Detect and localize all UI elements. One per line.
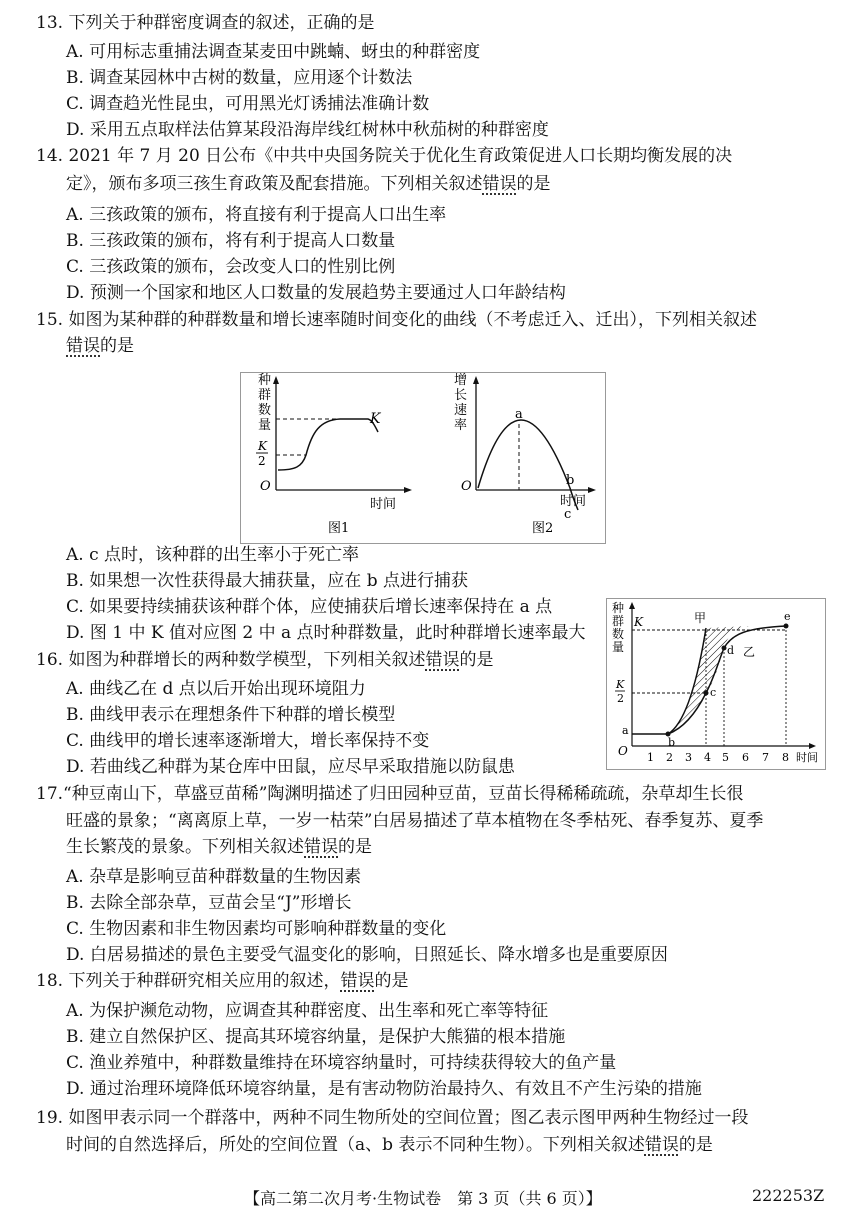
fig3-jia-label: 甲 <box>694 611 707 625</box>
q17-option-d: D. 白居易描述的景色主要受气温变化的影响，日照延长、降水增多也是重要原因 <box>66 945 668 965</box>
fig2-ylabel-2: 长 <box>454 388 468 403</box>
fig3-k-label: K <box>634 615 643 629</box>
fig3-xtick-7: 7 <box>762 751 769 764</box>
q16-option-d: D. 若曲线乙种群为某仓库中田鼠，应尽早采取措施以防鼠患 <box>66 757 515 777</box>
fig3-point-c: c <box>710 686 717 699</box>
q18-option-b: B. 建立自然保护区、提高其环境容纳量，是保护大熊猫的根本措施 <box>66 1027 566 1047</box>
fig3-xtick-6: 6 <box>742 751 749 764</box>
fig1-ylabel-3: 数 <box>258 403 272 418</box>
q14-option-d: D. 预测一个国家和地区人口数量的发展趋势主要通过人口年龄结构 <box>66 283 566 303</box>
fig1-ylabel-2: 群 <box>258 388 272 403</box>
fig3-xtick-8: 8 <box>782 751 789 764</box>
q14-option-a: A. 三孩政策的颁布，将直接有利于提高人口出生率 <box>66 205 447 225</box>
page-footer: 【高二第二次月考·生物试卷 第 3 页（共 6 页）】 <box>244 1189 602 1208</box>
fig3-khalf-num: K <box>616 678 625 691</box>
q18-stem: 18. 下列关于种群研究相关应用的叙述，错误的是 <box>36 971 409 991</box>
fig2-origin: O <box>461 479 472 494</box>
q13-option-b: B. 调查某园林中古树的数量，应用逐个计数法 <box>66 68 413 88</box>
q17-option-a: A. 杂草是影响豆苗种群数量的生物因素 <box>66 867 362 887</box>
q14-option-b: B. 三孩政策的颁布，将有利于提高人口数量 <box>66 231 396 251</box>
fig3-xtick-1: 1 <box>647 751 654 764</box>
fig1-x-arrow <box>404 487 412 493</box>
fig2-ylabel-3: 速 <box>454 403 468 418</box>
q17-option-c: C. 生物因素和非生物因素均可影响种群数量的变化 <box>66 919 447 939</box>
q14-stem-line1: 14. 2021 年 7 月 20 日公布《中共中央国务院关于优化生育政策促进人口长期均衡发展的决 <box>36 146 733 166</box>
fig2-ylabel-4: 率 <box>454 418 468 433</box>
q17-emphasis: 错误 <box>304 837 338 857</box>
figure-1 <box>256 373 412 536</box>
q14-stem-line2: 定》，颁布多项三孩生育政策及配套措施。下列相关叙述错误的是 <box>66 174 551 194</box>
paper-code: 222253Z <box>752 1186 825 1205</box>
q15-option-a: A. c 点时，该种群的出生率小于死亡率 <box>66 545 360 565</box>
fig1-curve <box>278 419 378 470</box>
q17-stem-line1: 17.“种豆南山下，草盛豆苗稀”陶渊明描述了归田园种豆苗，豆苗长得稀稀疏疏，杂草却生长很 <box>36 784 744 804</box>
q13-stem: 13. 下列关于种群密度调查的叙述，正确的是 <box>36 13 375 33</box>
fig3-xtick-4: 4 <box>704 751 711 764</box>
fig1-khalf-den: 2 <box>258 454 266 468</box>
fig1-origin: O <box>260 479 271 494</box>
q15-emphasis: 错误 <box>66 336 100 356</box>
fig3-ylabel-3: 数 <box>612 627 625 641</box>
fig2-x-arrow <box>588 487 596 493</box>
q15-figure <box>240 372 606 544</box>
q14-option-c: C. 三孩政策的颁布，会改变人口的性别比例 <box>66 257 396 277</box>
figure-2 <box>454 373 596 536</box>
fig1-ylabel-4: 量 <box>258 418 272 433</box>
fig3-ylabel-1: 种 <box>612 601 625 615</box>
q13-option-a: A. 可用标志重捕法调查某麦田中跳蝻、蚜虫的种群密度 <box>66 42 481 62</box>
q17-stem-line2: 旺盛的景象；“离离原上草，一岁一枯荣”白居易描述了草本植物在冬季枯死、春季复苏、夏季 <box>66 811 764 831</box>
fig2-point-c: c <box>564 507 572 522</box>
fig3-ylabel-4: 量 <box>612 640 625 654</box>
fig2-point-a: a <box>515 407 523 422</box>
fig1-khalf-num: K <box>258 439 267 453</box>
q18-option-c: C. 渔业养殖中，种群数量维持在环境容纳量时，可持续获得较大的鱼产量 <box>66 1053 617 1073</box>
q15-stem-line1: 15. 如图为某种群的种群数量和增长速率随时间变化的曲线（不考虑迁入、迁出），下列相关叙述 <box>36 310 757 330</box>
fig1-ylabel-1: 种 <box>258 373 272 388</box>
fig1-k-label: K <box>370 411 381 427</box>
fig1-y-arrow <box>273 376 279 384</box>
fig3-khalf-den: 2 <box>617 692 624 705</box>
fig3-hatched-area <box>668 626 750 734</box>
q17-option-b: B. 去除全部杂草，豆苗会呈“J”形增长 <box>66 893 352 913</box>
fig2-y-arrow <box>473 376 479 384</box>
q15-stem-line2: 错误的是 <box>66 336 134 356</box>
fig3-point-e: e <box>784 610 791 623</box>
q19-stem-line2: 时间的自然选择后，所处的空间位置（a、b 表示不同种生物）。下列相关叙述错误的是 <box>66 1135 713 1155</box>
q13-option-d: D. 采用五点取样法估算某段沿海岸线红树林中秋茄树的种群密度 <box>66 120 549 140</box>
q17-stem-line3: 生长繁茂的景象。下列相关叙述错误的是 <box>66 837 372 857</box>
q16-emphasis: 错误 <box>425 650 460 670</box>
fig1-caption: 图1 <box>328 521 350 536</box>
q18-emphasis: 错误 <box>340 971 375 991</box>
fig2-xlabel: 时间 <box>560 494 587 509</box>
q16-figure <box>606 598 826 770</box>
q15-option-c: C. 如果要持续捕获该种群个体，应使捕获后增长速率保持在 a 点 <box>66 597 553 617</box>
q15-option-d: D. 图 1 中 K 值对应图 2 中 a 点时种群数量，此时种群增长速率最大 <box>66 623 586 643</box>
fig1-xlabel: 时间 <box>370 497 397 512</box>
q16-option-b: B. 曲线甲表示在理想条件下种群的增长模型 <box>66 705 396 725</box>
q14-emphasis: 错误 <box>482 174 517 194</box>
fig3-xtick-2: 2 <box>666 751 673 764</box>
q18-option-d: D. 通过治理环境降低环境容纳量，是有害动物防治最持久、有效且不产生污染的措施 <box>66 1079 702 1099</box>
q15-option-b: B. 如果想一次性获得最大捕获量，应在 b 点进行捕获 <box>66 571 468 591</box>
q16-option-a: A. 曲线乙在 d 点以后开始出现环境阻力 <box>66 679 366 699</box>
fig2-point-b: b <box>566 473 575 488</box>
q13-option-c: C. 调查趋光性昆虫，可用黑光灯诱捕法准确计数 <box>66 94 430 114</box>
fig3-origin: O <box>618 744 628 758</box>
fig3-point-d: d <box>727 644 735 657</box>
fig3-point-a: a <box>622 724 629 737</box>
q16-stem: 16. 如图为种群增长的两种数学模型，下列相关叙述错误的是 <box>36 650 494 670</box>
q19-stem-line1: 19. 如图甲表示同一个群落中，两种不同生物所处的空间位置；图乙表示图甲两种生物经过一段 <box>36 1108 749 1128</box>
q16-option-c: C. 曲线甲的增长速率逐渐增大，增长率保持不变 <box>66 731 430 751</box>
fig3-xtick-5: 5 <box>722 751 729 764</box>
fig3-ylabel-2: 群 <box>612 614 625 628</box>
fig2-caption: 图2 <box>532 521 554 536</box>
q19-emphasis: 错误 <box>644 1135 679 1155</box>
fig3-xtick-3: 3 <box>685 751 692 764</box>
fig3-yi-label: 乙 <box>743 645 756 659</box>
fig3-point-b: b <box>668 736 676 749</box>
q18-option-a: A. 为保护濒危动物，应调查其种群密度、出生率和死亡率等特征 <box>66 1001 549 1021</box>
fig3-xlabel: 时间 <box>796 751 818 764</box>
fig2-ylabel-1: 增 <box>454 373 468 388</box>
